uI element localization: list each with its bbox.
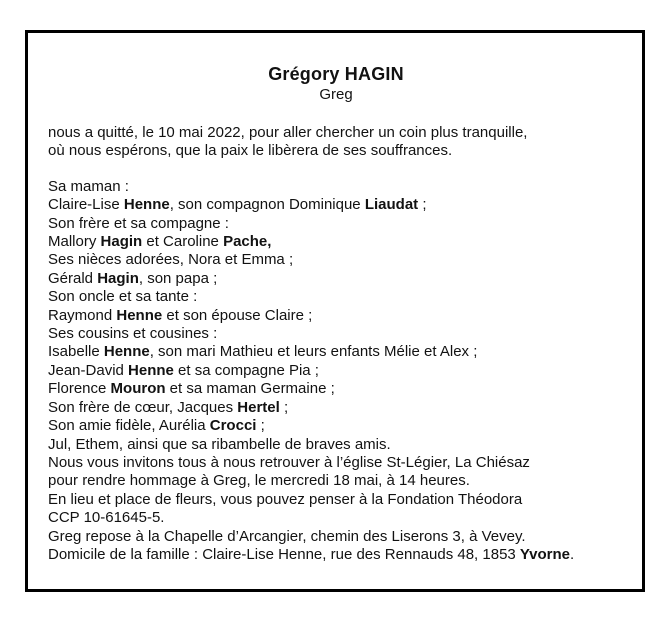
family-name-bold: Pache,: [223, 233, 272, 251]
family-name-bold: Henne: [123, 196, 170, 214]
text-segment: ;: [279, 398, 289, 416]
deceased-nickname: Greg: [319, 86, 353, 103]
text-segment: Ses cousins et cousines :: [48, 325, 218, 343]
text-segment: Jean-David: [48, 361, 129, 379]
text-segment: Mallory: [48, 233, 101, 251]
body-line: [48, 491, 624, 509]
notice-body: [48, 178, 624, 565]
family-name-bold: Mouron: [110, 380, 166, 398]
text-segment: ;: [256, 417, 265, 435]
body-line: [48, 509, 624, 527]
text-segment: Florence: [48, 380, 111, 398]
text-segment: et sa compagne Pia ;: [173, 361, 319, 379]
family-name-bold: Crocci: [209, 417, 257, 435]
intro-paragraph: [48, 124, 624, 161]
family-name-bold: Henne: [128, 361, 174, 379]
body-line: [48, 528, 624, 546]
text-segment: Son frère de cœur, Jacques: [48, 398, 238, 416]
family-name-bold: Henne: [103, 343, 150, 361]
text-segment: Greg repose à la Chapelle d’Arcangier, chemin des Liserons 3, à Vevey.: [48, 527, 526, 545]
text-segment: Ses nièces adorées, Nora et Emma ;: [48, 251, 294, 269]
body-line: [48, 196, 624, 214]
body-line: [48, 343, 624, 361]
text-segment: , son compagnon Dominique: [169, 196, 365, 214]
family-name-bold: Liaudat: [364, 196, 419, 214]
body-line: [48, 362, 624, 380]
text-segment: Raymond: [48, 306, 117, 324]
family-name-bold: Hagin: [100, 233, 143, 251]
body-line: [48, 380, 624, 398]
family-name-bold: Henne: [116, 306, 163, 324]
text-segment: Domicile de la famille : Claire-Lise Henne, rue des Rennauds 48, 1853: [48, 545, 520, 563]
body-line: [48, 307, 624, 325]
body-line: [48, 546, 624, 564]
intro-line: où nous espérons, que la paix le libèrera de ses souffrances.: [48, 142, 453, 160]
body-line: [48, 215, 624, 233]
family-name-bold: Yvorne: [519, 545, 570, 563]
body-line: [48, 288, 624, 306]
text-segment: Claire-Lise: [48, 196, 124, 214]
body-line: [48, 472, 624, 490]
text-segment: Son frère et sa compagne :: [48, 214, 229, 232]
text-segment: Son amie fidèle, Aurélia: [48, 417, 210, 435]
text-segment: Son oncle et sa tante :: [48, 288, 198, 306]
notice-header: [48, 63, 624, 104]
text-segment: et Caroline: [142, 233, 224, 251]
body-line: [48, 454, 624, 472]
text-segment: Gérald: [48, 269, 98, 287]
text-segment: pour rendre hommage à Greg, le mercredi 18 mai, à 14 heures.: [48, 472, 470, 490]
notice-frame: [25, 30, 645, 592]
text-segment: En lieu et place de fleurs, vous pouvez penser à la Fondation Théodora: [48, 490, 523, 508]
text-segment: CCP 10-61645-5.: [48, 509, 165, 527]
deceased-name: Grégory HAGIN: [268, 64, 404, 84]
text-segment: Isabelle: [48, 343, 104, 361]
text-segment: et son épouse Claire ;: [162, 306, 313, 324]
family-name-bold: Hertel: [237, 398, 280, 416]
intro-line: nous a quitté, le 10 mai 2022, pour aller chercher un coin plus tranquille,: [48, 124, 528, 141]
body-line: [48, 325, 624, 343]
body-line: [48, 251, 624, 269]
family-name-bold: Hagin: [97, 269, 139, 287]
text-segment: , son papa ;: [138, 269, 218, 287]
text-segment: Sa maman :: [48, 177, 129, 195]
body-line: [48, 436, 624, 454]
text-segment: et sa maman Germaine ;: [165, 380, 335, 398]
body-line: [48, 178, 624, 196]
body-line: [48, 270, 624, 288]
text-segment: .: [569, 545, 575, 563]
text-segment: Jul, Ethem, ainsi que sa ribambelle de braves amis.: [48, 435, 391, 453]
text-segment: Nous vous invitons tous à nous retrouver à l’église St-Légier, La Chiésaz: [48, 453, 530, 471]
text-segment: , son mari Mathieu et leurs enfants Mélie et Alex ;: [149, 343, 478, 361]
text-segment: ;: [418, 196, 427, 214]
body-line: [48, 417, 624, 435]
body-line: [48, 399, 624, 417]
body-line: [48, 233, 624, 251]
